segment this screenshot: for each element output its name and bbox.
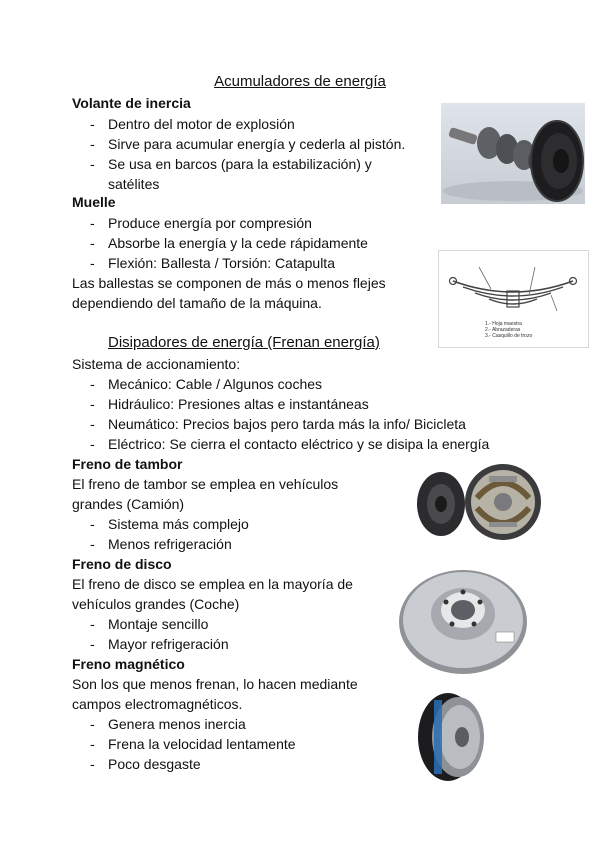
leaf-spring-diagram: [438, 250, 589, 348]
heading-freno-disco: Freno de disco: [72, 556, 172, 572]
list-item: - Absorbe la energía y la cede rápidamente: [90, 233, 368, 253]
list-item: - Flexión: Ballesta / Torsión: Catapulta: [90, 253, 335, 273]
paragraph: Sistema de accionamiento:: [72, 356, 241, 372]
list-item: - Se usa en barcos (para la estabilización) y: [90, 154, 372, 174]
section-title-acumuladores: Acumuladores de energía: [214, 73, 386, 90]
heading-volante: Volante de inercia: [72, 95, 191, 111]
list-item: - Hidráulico: Presiones altas e instantáneas: [90, 394, 369, 414]
paragraph: Son los que menos frenan, lo hacen mediante: [72, 676, 358, 692]
list-item: - Sistema más complejo: [90, 514, 249, 534]
paragraph: campos electromagnéticos.: [72, 696, 243, 712]
heading-muelle: Muelle: [72, 194, 116, 210]
list-item: - Menos refrigeración: [90, 534, 232, 554]
list-item: - Frena la velocidad lentamente: [90, 734, 296, 754]
list-item: - Dentro del motor de explosión: [90, 114, 295, 134]
section-title-disipadores: Disipadores de energía (Frenan energía): [108, 334, 380, 351]
flywheel-image: [441, 103, 585, 204]
list-item: - Produce energía por compresión: [90, 213, 312, 233]
paragraph: Las ballestas se componen de más o menos flejes: [72, 275, 386, 291]
diagram-legend-item: 1.- Hoja maestra: [485, 321, 522, 327]
heading-freno-tambor: Freno de tambor: [72, 456, 183, 472]
list-item-continuation: satélites: [108, 176, 160, 192]
list-item: - Mecánico: Cable / Algunos coches: [90, 374, 322, 394]
paragraph: El freno de disco se emplea en la mayoría de: [72, 576, 353, 592]
heading-freno-magnetico: Freno magnético: [72, 656, 185, 672]
disc-brake-image: [398, 562, 528, 676]
paragraph: vehículos grandes (Coche): [72, 596, 240, 612]
diagram-legend-item: 2.- Abrazaderas: [485, 327, 521, 333]
paragraph: dependiendo del tamaño de la máquina.: [72, 295, 322, 311]
drum-brake-image: [405, 462, 547, 544]
list-item: - Poco desgaste: [90, 754, 201, 774]
list-item: - Eléctrico: Se cierra el contacto eléctrico y se disipa la energía: [90, 434, 489, 454]
list-item: - Genera menos inercia: [90, 714, 246, 734]
list-item: - Neumático: Precios bajos pero tarda más la info/ Bicicleta: [90, 414, 466, 434]
list-item: - Montaje sencillo: [90, 614, 208, 634]
list-item: - Sirve para acumular energía y cederla al pistón.: [90, 134, 405, 154]
list-item: - Mayor refrigeración: [90, 634, 229, 654]
magnetic-brake-image: [414, 690, 488, 784]
paragraph: El freno de tambor se emplea en vehículos: [72, 476, 339, 492]
paragraph: grandes (Camión): [72, 496, 185, 512]
diagram-legend-item: 3.- Casquillo de trozo: [485, 333, 533, 339]
